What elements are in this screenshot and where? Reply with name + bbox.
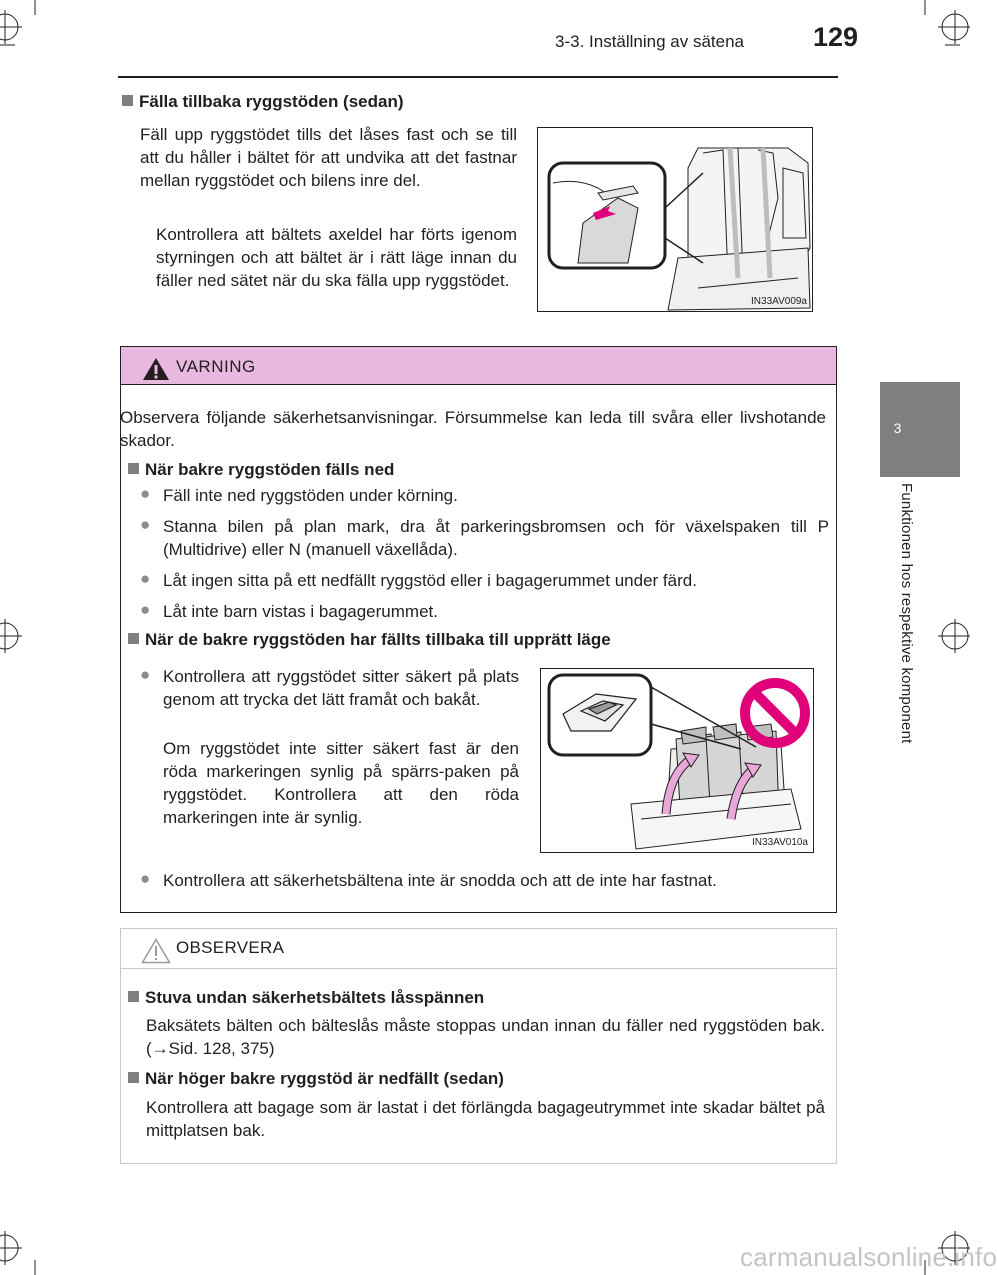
warning-sub1-item: Låt inte barn vistas i bagagerummet. bbox=[163, 602, 438, 621]
section-heading-text: Fälla tillbaka ryggstöden (sedan) bbox=[139, 92, 404, 111]
warning-title: VARNING bbox=[176, 357, 256, 376]
seat-latch-illustration bbox=[541, 669, 813, 852]
warning-sub2-item-a: Kontrollera att ryggstödet sitter säkert på plats genom att trycka det lätt framåt och bakåt. bbox=[163, 667, 519, 709]
dot-bullet-icon: ● bbox=[140, 484, 151, 503]
dot-bullet-icon: ● bbox=[140, 569, 151, 588]
section-para-2: Kontrollera att bältets axeldel har förts igenom styrningen och att bältet är i rätt läge innan du fäller ned sätet när du ska fälla upp ryggstödet. bbox=[156, 225, 517, 290]
seatbelt-figure bbox=[537, 127, 813, 312]
square-bullet-icon bbox=[128, 463, 139, 474]
notice-sub1-heading-text: Stuva undan säkerhetsbältets låsspännen bbox=[145, 988, 485, 1007]
chapter-tab-title: Funktionen hos respektive komponent bbox=[898, 483, 915, 744]
section-para-1: Fäll upp ryggstödet tills det låses fast och se till att du håller i bältet för att undvika att det fastnar mellan ryggstödet och bilens inre del. bbox=[140, 125, 517, 190]
watermark: carmanualsonline.info bbox=[740, 1242, 997, 1272]
warning-sub2-item-b: Om ryggstödet inte sitter säkert fast är den röda markeringen synlig på spärrs-paken på ryggstödet. Kontrollera att den röda markeringen inte är synlig. bbox=[163, 739, 519, 827]
page-number: 129 bbox=[813, 22, 859, 52]
seatbelt-illustration bbox=[538, 128, 812, 311]
notice-sub1-heading bbox=[128, 988, 484, 1008]
warning-sub1-heading-text: När bakre ryggstöden fälls ned bbox=[145, 460, 395, 479]
header-rule bbox=[118, 76, 838, 78]
section-header: 3-3. Inställning av sätena bbox=[555, 32, 745, 51]
square-bullet-icon bbox=[122, 95, 133, 106]
notice-sub2-heading-text: När höger bakre ryggstöd är nedfällt (sedan) bbox=[145, 1069, 504, 1088]
figure-code: IN33AV009a bbox=[751, 296, 807, 307]
dot-bullet-icon: ● bbox=[140, 665, 151, 684]
warning-sub2-heading bbox=[128, 630, 611, 650]
warning-triangle-icon bbox=[142, 357, 170, 381]
warning-sub2-heading-text: När de bakre ryggstöden har fällts tillbaka till upprätt läge bbox=[145, 630, 611, 649]
warning-sub1-item: Fäll inte ned ryggstöden under körning. bbox=[163, 486, 458, 505]
notice-sub2-text: Kontrollera att bagage som är lastat i det förlängda bagageutrymmet inte skadar bältet på mittplatsen bak. bbox=[146, 1098, 825, 1140]
square-bullet-icon bbox=[128, 991, 139, 1002]
section-heading bbox=[122, 92, 404, 112]
notice-sub1-text: Baksätets bälten och bälteslås måste stoppas undan innan du fäller ned ryggstöden bak. (→Sid. 128, 375) bbox=[146, 1016, 825, 1058]
warning-intro: Observera följande säkerhetsanvisningar. Försummelse kan leda till svåra eller livshotande skador. bbox=[120, 408, 826, 450]
warning-sub2-item-2: Kontrollera att säkerhetsbältena inte är snodda och att de inte har fastnat. bbox=[163, 871, 717, 890]
chapter-tab-number: 3 bbox=[893, 420, 902, 436]
notice-sub2-heading bbox=[128, 1069, 504, 1089]
notice-title: OBSERVERA bbox=[176, 938, 285, 957]
warning-sub1-heading bbox=[128, 460, 394, 480]
notice-header-rule bbox=[121, 968, 836, 969]
dot-bullet-icon: ● bbox=[140, 515, 151, 534]
square-bullet-icon bbox=[128, 633, 139, 644]
dot-bullet-icon: ● bbox=[140, 869, 151, 888]
seat-latch-figure bbox=[540, 668, 814, 853]
dot-bullet-icon: ● bbox=[140, 600, 151, 619]
warning-sub1-item: Stanna bilen på plan mark, dra åt parkeringsbromsen och för växelspaken till P (Multidrive) eller N (manuell växellåda). bbox=[163, 517, 829, 559]
caution-triangle-icon bbox=[141, 938, 171, 964]
figure-code: IN33AV010a bbox=[752, 837, 808, 848]
warning-sub1-item: Låt ingen sitta på ett nedfällt ryggstöd eller i bagagerummet under färd. bbox=[163, 571, 697, 590]
square-bullet-icon bbox=[128, 1072, 139, 1083]
